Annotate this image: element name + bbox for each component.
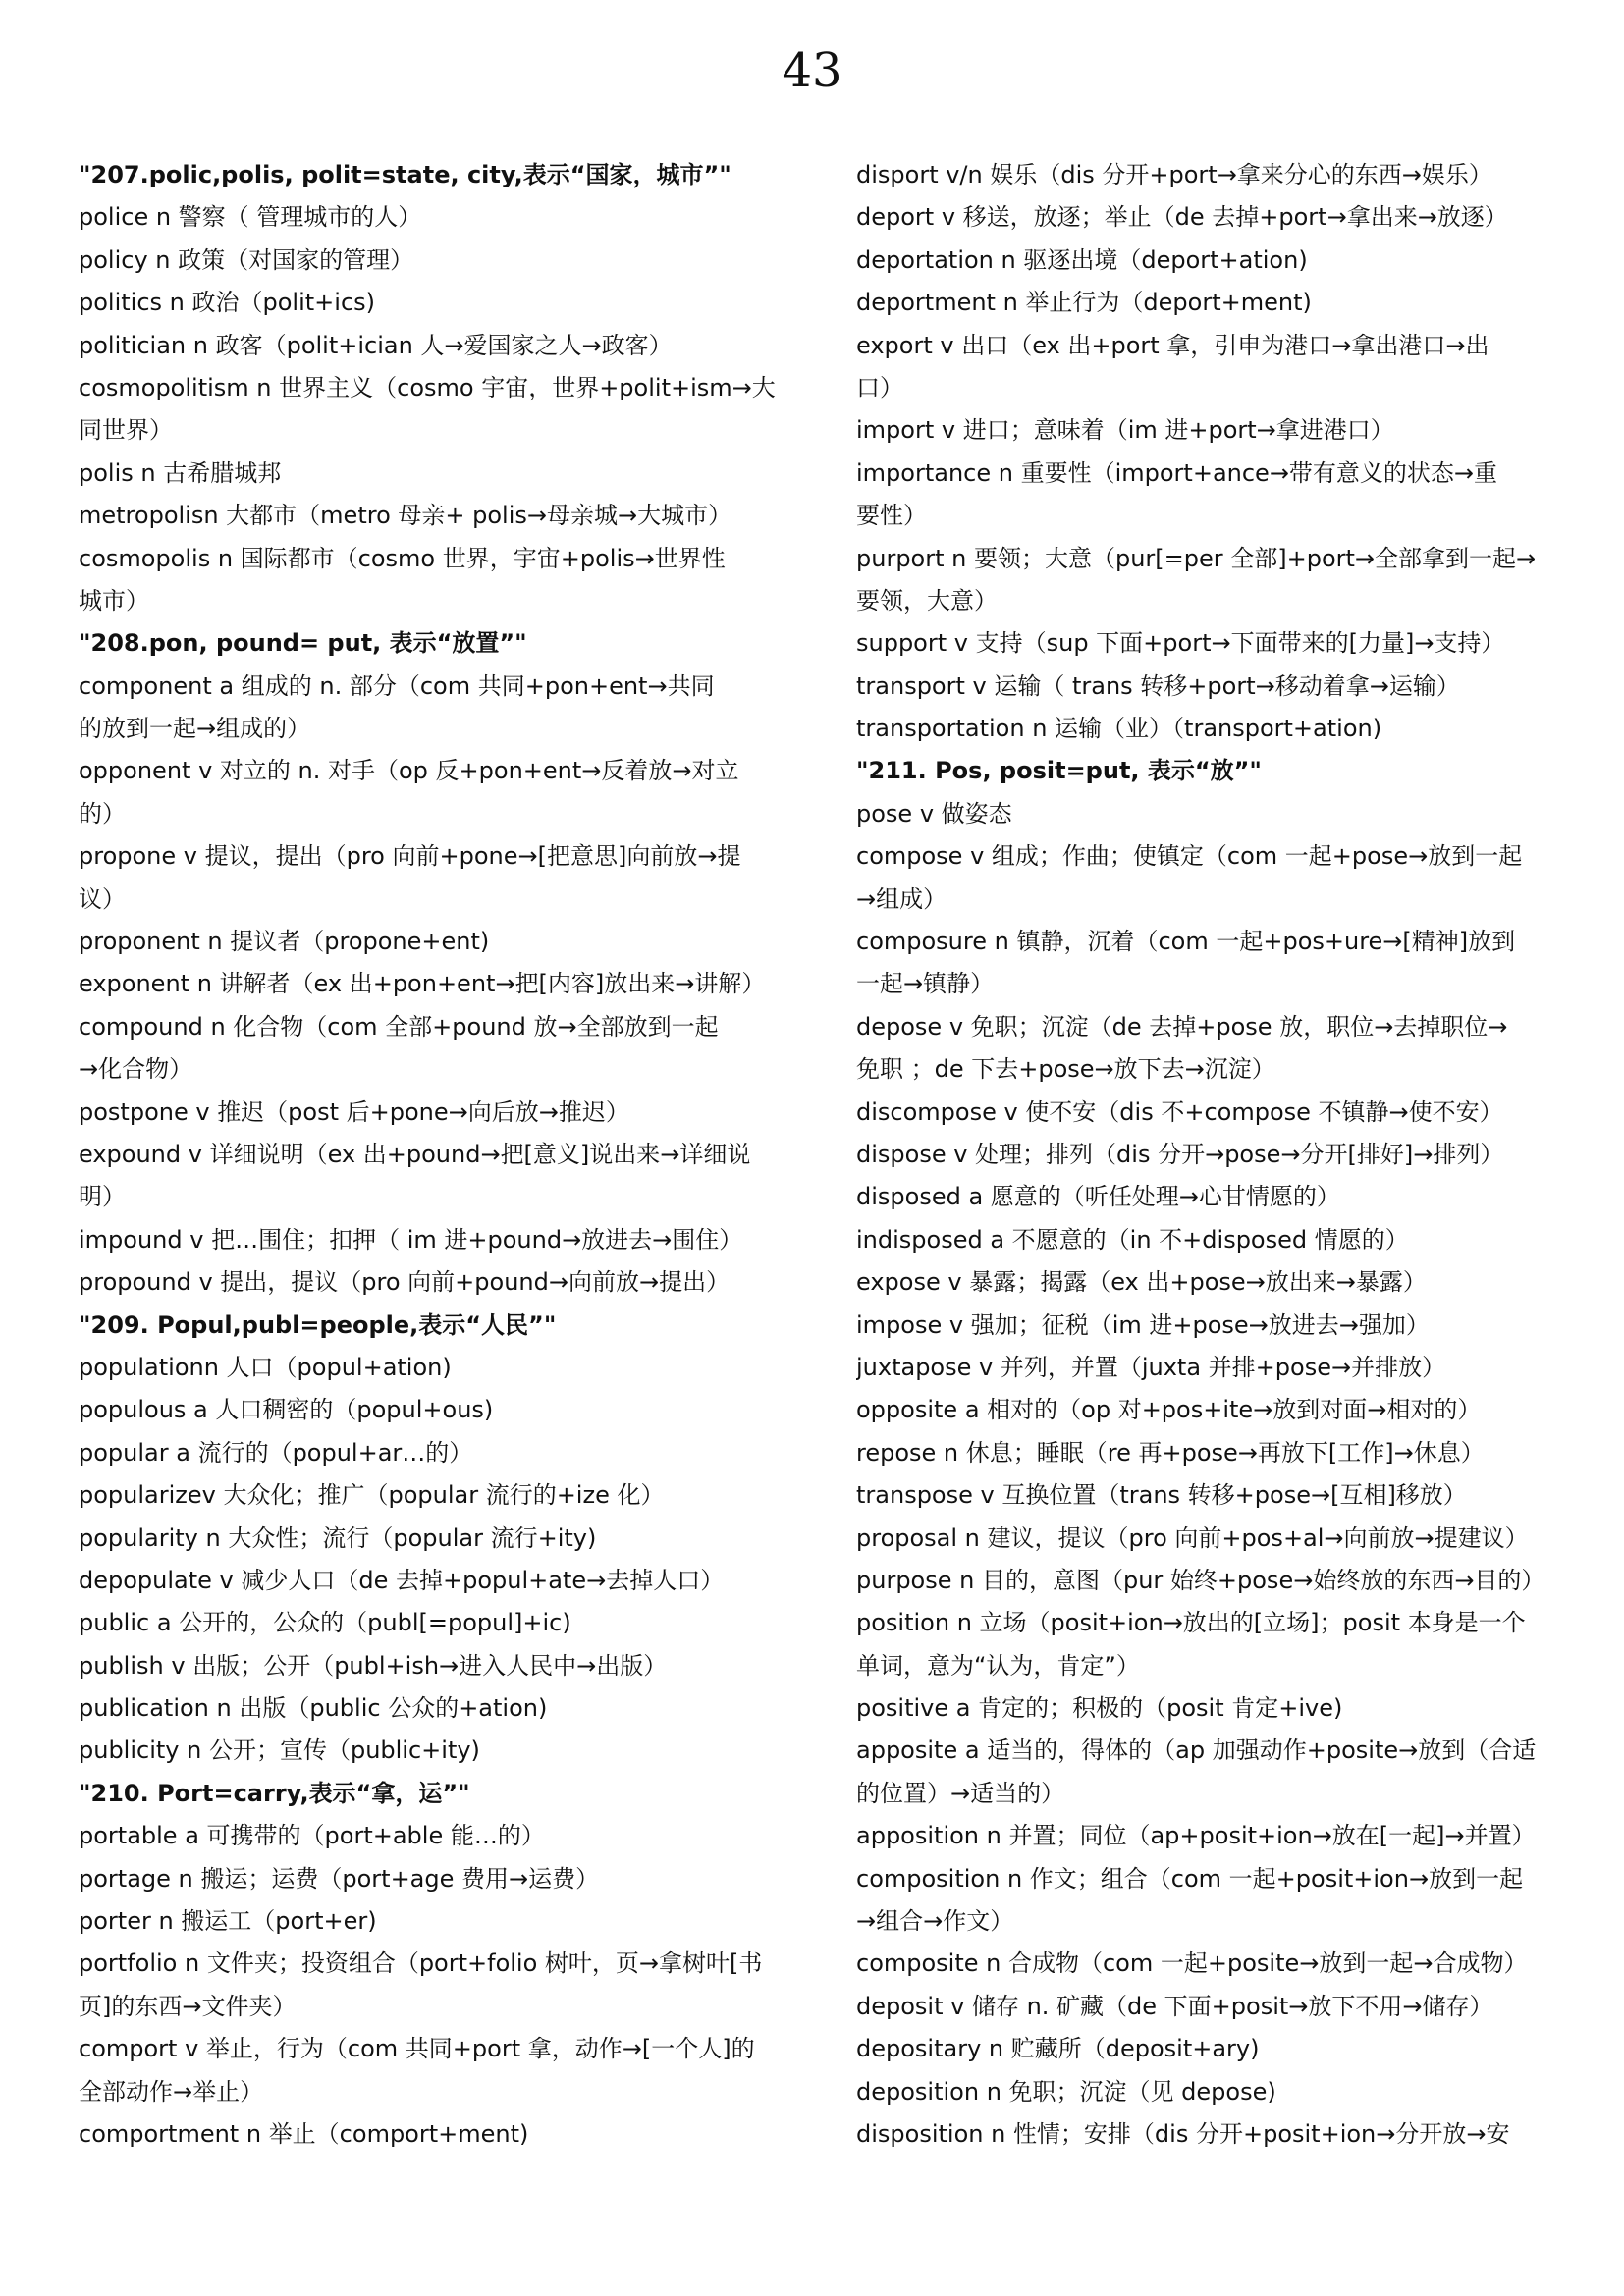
vocab-entry-line: →组成） xyxy=(856,884,947,913)
vocab-entry-line: depopulate v 减少人口（de 去掉+popul+ate→去掉人口） xyxy=(79,1566,725,1594)
vocab-entry-line: apposition n 并置；同位（ap+posit+ion→放在[一起]→并置） xyxy=(856,1822,1536,1850)
vocab-entry-line: publicity n 公开；宣传（public+ity) xyxy=(79,1736,480,1765)
root-group-heading: "209. Popul,publ=people,表示“人民”" xyxy=(79,1310,557,1339)
vocab-entry-line: deportation n 驱逐出境（deport+ation) xyxy=(856,245,1308,274)
vocab-entry-line: 明） xyxy=(79,1183,126,1211)
vocab-entry-line: exponent n 讲解者（ex 出+pon+ent→把[内容]放出来→讲解） xyxy=(79,970,766,998)
right-column xyxy=(856,154,1583,2156)
vocab-entry-line: proponent n 提议者（propone+ent) xyxy=(79,928,490,956)
vocab-entry-line: popular a 流行的（popul+ar…的） xyxy=(79,1438,473,1467)
vocab-entry-line: popularizev 大众化；推广（popular 流行的+ize 化） xyxy=(79,1481,665,1510)
root-group-heading: "210. Port=carry,表示“拿，运”" xyxy=(79,1779,470,1807)
vocab-entry-line: polis n 古希腊城邦 xyxy=(79,458,282,487)
root-group-heading: "211. Pos, posit=put, 表示“放”" xyxy=(856,757,1262,785)
vocab-entry-line: police n 警察（ 管理城市的人） xyxy=(79,203,422,232)
vocab-entry-line: depositary n 贮藏所（deposit+ary) xyxy=(856,2035,1260,2063)
vocab-entry-line: metropolisn 大都市（metro 母亲+ polis→母亲城→大城市） xyxy=(79,502,732,530)
vocab-entry-line: proposal n 建议，提议（pro 向前+pos+al→向前放→提建议） xyxy=(856,1523,1529,1552)
vocab-entry-line: impound v 把…围住；扣押（ im 进+pound→放进去→围住） xyxy=(79,1225,743,1254)
vocab-entry-line: indisposed a 不愿意的（in 不+disposed 情愿的） xyxy=(856,1225,1409,1254)
vocab-entry-line: publication n 出版（public 公众的+ation) xyxy=(79,1694,548,1723)
vocab-entry-line: public a 公开的，公众的（publ[=popul]+ic) xyxy=(79,1609,571,1637)
vocab-entry-line: disposed a 愿意的（听任处理→心甘情愿的） xyxy=(856,1183,1340,1211)
vocab-entry-line: 全部动作→举止） xyxy=(79,2077,264,2106)
vocab-entry-line: compose v 组成；作曲；使镇定（com 一起+pose→放到一起 xyxy=(856,842,1523,871)
left-column xyxy=(79,154,805,2156)
vocab-entry-line: deposition n 免职；沉淀（见 depose) xyxy=(856,2077,1276,2106)
vocab-entry-line: 要性） xyxy=(856,502,927,530)
vocab-entry-line: import v 进口；意味着（im 进+port→拿进港口） xyxy=(856,416,1394,445)
vocab-entry-line: transport v 运输（ trans 转移+port→移动着拿→运输） xyxy=(856,671,1460,700)
vocab-entry-line: opposite a 相对的（op 对+pos+ite→放到对面→相对的） xyxy=(856,1396,1482,1424)
vocab-entry-line: deposit v 储存 n. 矿藏（de 下面+posit→放下不用→储存） xyxy=(856,1992,1493,2020)
vocab-entry-line: 议） xyxy=(79,884,126,913)
vocab-entry-line: pose v 做姿态 xyxy=(856,799,1012,828)
vocab-entry-line: composition n 作文；组合（com 一起+posit+ion→放到一起 xyxy=(856,1864,1524,1893)
page-number: 43 xyxy=(782,43,842,98)
vocab-entry-line: 的位置）→适当的） xyxy=(856,1779,1065,1807)
root-group-heading: "207.polic,polis, polit=state, city,表示“国家，城市”" xyxy=(79,161,731,188)
vocab-entry-line: disposition n 性情；安排（dis 分开+posit+ion→分开放→安 xyxy=(856,2119,1510,2148)
vocab-entry-line: portage n 搬运；运费（port+age 费用→运费） xyxy=(79,1864,600,1893)
vocab-entry-line: comport v 举止，行为（com 共同+port 拿，动作→[一个人]的 xyxy=(79,2035,755,2063)
vocab-entry-line: compound n 化合物（com 全部+pound 放→全部放到一起 xyxy=(79,1012,719,1041)
vocab-entry-line: portfolio n 文件夹；投资组合（port+folio 树叶，页→拿树叶[书 xyxy=(79,1949,763,1978)
vocab-entry-line: 口） xyxy=(856,373,903,401)
vocab-entry-line: transportation n 运输（业）（transport+ation) xyxy=(856,715,1382,743)
vocab-entry-line: 的） xyxy=(79,799,126,828)
vocab-entry-line: propone v 提议，提出（pro 向前+pone→[把意思]向前放→提 xyxy=(79,842,741,871)
vocab-entry-line: →组合→作文） xyxy=(856,1907,1014,1936)
vocab-entry-line: repose n 休息；睡眠（re 再+pose→再放下[工作]→休息） xyxy=(856,1438,1485,1467)
vocab-entry-line: 页]的东西→文件夹） xyxy=(79,1992,297,2020)
vocab-entry-line: populationn 人口（popul+ation) xyxy=(79,1353,452,1381)
vocab-entry-line: publish v 出版；公开（publ+ish→进入人民中→出版） xyxy=(79,1651,668,1680)
vocab-entry-line: cosmopolitism n 世界主义（cosmo 宇宙，世界+polit+ism→大 xyxy=(79,373,776,401)
vocab-entry-line: porter n 搬运工（port+er) xyxy=(79,1907,377,1936)
vocab-entry-line: apposite a 适当的，得体的（ap 加强动作+posite→放到（合适 xyxy=(856,1736,1537,1765)
vocab-entry-line: importance n 重要性（import+ance→带有意义的状态→重 xyxy=(856,458,1498,487)
vocab-entry-line: portable a 可携带的（port+able 能…的） xyxy=(79,1822,545,1850)
vocab-entry-line: 的放到一起→组成的） xyxy=(79,715,311,743)
vocab-entry-line: deportment n 举止行为（deport+ment) xyxy=(856,289,1312,317)
vocab-entry-line: 免职 ；de 下去+pose→放下去→沉淀） xyxy=(856,1055,1275,1084)
vocab-entry-line: popularity n 大众性；流行（popular 流行+ity) xyxy=(79,1523,597,1552)
vocab-entry-line: depose v 免职；沉淀（de 去掉+pose 放，职位→去掉职位→ xyxy=(856,1012,1508,1041)
vocab-entry-line: positive a 肯定的；积极的（posit 肯定+ive) xyxy=(856,1694,1343,1723)
vocab-entry-line: 一起→镇静） xyxy=(856,970,995,998)
vocab-entry-line: policy n 政策（对国家的管理） xyxy=(79,245,414,274)
vocab-entry-line: 要领，大意） xyxy=(856,586,998,614)
vocab-entry-line: export v 出口（ex 出+port 拿，引申为港口→拿出港口→出 xyxy=(856,331,1489,359)
vocab-entry-line: propound v 提出，提议（pro 向前+pound→向前放→提出） xyxy=(79,1268,731,1297)
vocab-entry-line: component a 组成的 n. 部分（com 共同+pon+ent→共同 xyxy=(79,671,715,700)
vocab-entry-line: comportment n 举止（comport+ment) xyxy=(79,2119,529,2148)
vocab-entry-line: support v 支持（sup 下面+port→下面带来的[力量]→支持） xyxy=(856,629,1505,658)
vocab-entry-line: →化合物） xyxy=(79,1055,193,1084)
vocab-entry-line: disport v/n 娱乐（dis 分开+port→拿来分心的东西→娱乐） xyxy=(856,161,1492,188)
vocab-entry-line: expose v 暴露；揭露（ex 出+pose→放出来→暴露） xyxy=(856,1268,1427,1297)
vocab-entry-line: postpone v 推迟（post 后+pone→向后放→推迟） xyxy=(79,1097,629,1126)
vocab-entry-line: deport v 移送，放逐；举止（de 去掉+port→拿出来→放逐） xyxy=(856,203,1508,232)
vocab-entry-line: populous a 人口稠密的（popul+ous) xyxy=(79,1396,494,1424)
root-group-heading: "208.pon, pound= put, 表示“放置”" xyxy=(79,629,527,658)
vocab-entry-line: transpose v 互换位置（trans 转移+pose→[互相]移放） xyxy=(856,1481,1467,1510)
vocab-entry-line: composure n 镇静，沉着（com 一起+pos+ure→[精神]放到 xyxy=(856,928,1516,956)
vocab-entry-line: composite n 合成物（com 一起+posite→放到一起→合成物） xyxy=(856,1949,1528,1978)
vocab-entry-line: impose v 强加；征税（im 进+pose→放进去→强加） xyxy=(856,1310,1430,1339)
vocab-entry-line: 城市） xyxy=(79,586,149,614)
vocab-entry-line: politician n 政客（polit+ician 人→爱国家之人→政客） xyxy=(79,331,673,359)
vocab-entry-line: position n 立场（posit+ion→放出的[立场]；posit 本身是一个 xyxy=(856,1609,1526,1637)
vocab-entry-line: politics n 政治（polit+ics) xyxy=(79,289,376,317)
vocab-entry-line: opponent v 对立的 n. 对手（op 反+pon+ent→反着放→对立 xyxy=(79,757,739,785)
vocab-entry-line: purport n 要领；大意（pur[=per 全部]+port→全部拿到一起→ xyxy=(856,544,1537,572)
vocab-entry-line: expound v 详细说明（ex 出+pound→把[意义]说出来→详细说 xyxy=(79,1140,751,1168)
vocab-entry-line: purpose n 目的，意图（pur 始终+pose→始终放的东西→目的） xyxy=(856,1566,1545,1594)
vocab-entry-line: dispose v 处理；排列（dis 分开→pose→分开[排好]→排列） xyxy=(856,1140,1504,1168)
vocab-entry-line: 同世界） xyxy=(79,416,173,445)
vocab-entry-line: juxtapose v 并列，并置（juxta 并排+pose→并排放） xyxy=(856,1353,1446,1381)
vocab-entry-line: 单词，意为“认为，肯定”） xyxy=(856,1651,1140,1680)
vocab-entry-line: discompose v 使不安（dis 不+compose 不镇静→使不安） xyxy=(856,1097,1503,1126)
vocab-entry-line: cosmopolis n 国际都市（cosmo 世界，宇宙+polis→世界性 xyxy=(79,544,726,572)
